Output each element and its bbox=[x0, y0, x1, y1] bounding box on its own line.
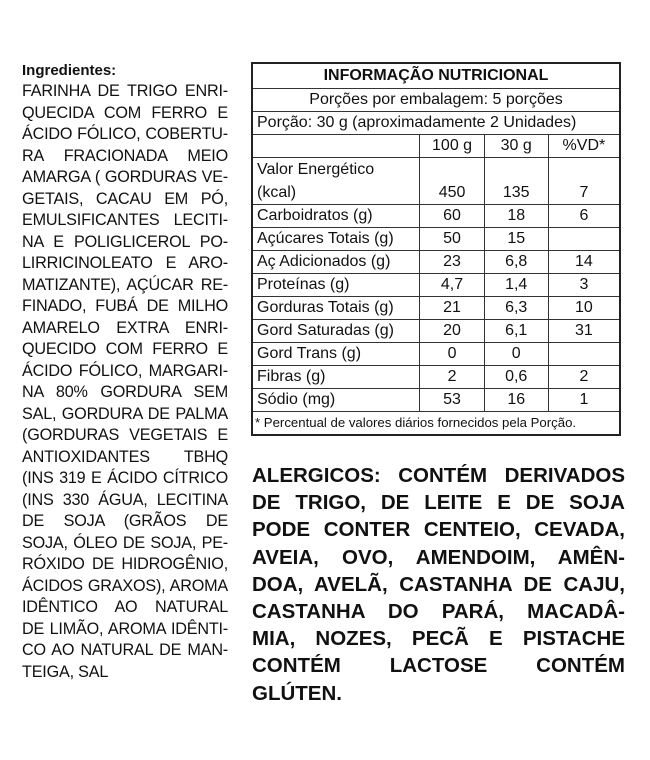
header-empty bbox=[252, 135, 420, 158]
ingredients-line: ÁCIDO FÓLICO, MARGARI- bbox=[22, 361, 228, 380]
nutrition-title: INFORMAÇÃO NUTRICIONAL bbox=[252, 63, 620, 89]
ingredients-line: RÓXIDO DE HIDROGÊNIO, bbox=[22, 555, 228, 573]
value-vd: 10 bbox=[548, 297, 620, 320]
value-vd: 7 bbox=[548, 158, 620, 205]
ingredients-line: AMARELO EXTRA ENRI- bbox=[22, 318, 228, 337]
row-label: Gord Saturadas (g) bbox=[252, 320, 420, 343]
ingredients-line: EMULSIFICANTES LECITI- bbox=[22, 211, 228, 229]
table-row bbox=[252, 228, 620, 251]
ingredients-line: DE LIMÃO, AROMA IDÊNTI- bbox=[22, 619, 228, 638]
value-vd: 14 bbox=[548, 251, 620, 274]
row-label: Sódio (mg) bbox=[252, 389, 420, 412]
row-label: Fibras (g) bbox=[252, 366, 420, 389]
value-vd: 6 bbox=[548, 205, 620, 228]
value-per30: 6,8 bbox=[484, 251, 548, 274]
allergens-line: CONTÉM LACTOSE CONTÉM bbox=[252, 654, 625, 678]
value-per30: 0 bbox=[484, 343, 548, 366]
value-vd bbox=[548, 343, 620, 366]
table-row bbox=[252, 320, 620, 343]
ingredients-line: NA E POLIGLICEROL PO- bbox=[22, 232, 228, 251]
allergens-line: ALERGICOS: CONTÉM DERIVADOS bbox=[252, 464, 625, 487]
value-per100: 21 bbox=[420, 297, 484, 320]
ingredients-title: Ingredientes: bbox=[22, 62, 117, 79]
row-label: Açúcares Totais (g) bbox=[252, 228, 420, 251]
ingredients-line: DE SOJA (GRÃOS DE bbox=[22, 512, 228, 530]
ingredients-line: CO AO NATURAL DE MAN- bbox=[22, 641, 228, 659]
value-per30: 6,1 bbox=[484, 320, 548, 343]
ingredients-line: TEIGA, SAL bbox=[22, 662, 109, 681]
header-per30: 30 g bbox=[484, 135, 548, 158]
ingredients-line: LIRRICINOLEATO E ARO- bbox=[22, 254, 228, 272]
value-per100: 2 bbox=[420, 366, 484, 389]
ingredients-line: ANTIOXIDANTES TBHQ bbox=[22, 447, 228, 466]
ingredients-line: SAL, GORDURA DE PALMA bbox=[22, 404, 228, 423]
row-label: Gord Trans (g) bbox=[252, 343, 420, 366]
allergens-line: CASTANHA DO PARÁ, MACADÂ- bbox=[252, 600, 625, 624]
value-per100: 0 bbox=[420, 343, 484, 366]
ingredients-line: RA FRACIONADA MEIO bbox=[22, 146, 228, 165]
table-row bbox=[252, 389, 620, 412]
ingredients-line: SOJA, ÓLEO DE SOJA, PE- bbox=[22, 533, 228, 552]
value-per100: 23 bbox=[420, 251, 484, 274]
table-row bbox=[252, 158, 620, 205]
table-header-row bbox=[252, 135, 620, 158]
allergens-line: GLÚTEN. bbox=[252, 681, 342, 705]
value-per30: 0,6 bbox=[484, 366, 548, 389]
vd-footnote: * Percentual de valores diários fornecidos pela Porção. bbox=[252, 412, 620, 436]
value-per100: 4,7 bbox=[420, 274, 484, 297]
table-row bbox=[252, 297, 620, 320]
header-vd: %VD* bbox=[548, 135, 620, 158]
value-per30: 16 bbox=[484, 389, 548, 412]
ingredients-line: FARINHA DE TRIGO ENRI- bbox=[22, 82, 228, 100]
ingredients-line: QUECIDA COM FERRO E bbox=[22, 103, 228, 122]
ingredients-line: MATIZANTE), AÇÚCAR RE- bbox=[22, 275, 228, 294]
row-label: Gorduras Totais (g) bbox=[252, 297, 420, 320]
row-label bbox=[252, 158, 420, 205]
ingredients-text bbox=[22, 81, 228, 683]
value-per30: 1,4 bbox=[484, 274, 548, 297]
serving-size: Porção: 30 g (aproximadamente 2 Unidades) bbox=[252, 112, 620, 135]
ingredients-block bbox=[22, 60, 228, 683]
row-label: Proteínas (g) bbox=[252, 274, 420, 297]
allergens-line: DE TRIGO, DE LEITE E DE SOJA bbox=[252, 491, 625, 515]
row-label-line1: Valor Energético bbox=[257, 161, 375, 178]
value-per30: 6,3 bbox=[484, 297, 548, 320]
table-row bbox=[252, 366, 620, 389]
allergens-line: PODE CONTER CENTEIO, CEVADA, bbox=[252, 518, 625, 542]
value-per100: 20 bbox=[420, 320, 484, 343]
value-per30: 15 bbox=[484, 228, 548, 251]
ingredients-line: AMARGA ( GORDURAS VE- bbox=[22, 168, 228, 186]
allergens-line: DOA, AVELÃ, CASTANHA DE CAJU, bbox=[252, 572, 625, 596]
table-row bbox=[252, 251, 620, 274]
value-per100: 53 bbox=[420, 389, 484, 412]
ingredients-line: NA 80% GORDURA SEM bbox=[22, 383, 228, 401]
value-per100: 60 bbox=[420, 205, 484, 228]
row-label-line2: (kcal) bbox=[257, 184, 297, 201]
table-row bbox=[252, 274, 620, 297]
allergens-line: MIA, NOZES, PECÃ E PISTACHE bbox=[252, 627, 625, 651]
header-per100: 100 g bbox=[420, 135, 484, 158]
value-per30: 18 bbox=[484, 205, 548, 228]
ingredients-line: (INS 330 ÁGUA, LECITINA bbox=[22, 490, 228, 509]
row-label: Carboidratos (g) bbox=[252, 205, 420, 228]
row-label: Aç Adicionados (g) bbox=[252, 251, 420, 274]
table-row bbox=[252, 343, 620, 366]
ingredients-line: ÁCIDOS GRAXOS), AROMA bbox=[22, 576, 228, 595]
nutrition-facts-table bbox=[251, 62, 621, 436]
ingredients-line: (GORDURAS VEGETAIS E bbox=[22, 426, 228, 444]
ingredients-line: FINADO, FUBÁ DE MILHO bbox=[22, 297, 228, 315]
value-vd: 2 bbox=[548, 366, 620, 389]
value-vd: 1 bbox=[548, 389, 620, 412]
allergens-block bbox=[252, 462, 625, 707]
table-row bbox=[252, 205, 620, 228]
servings-per-package: Porções por embalagem: 5 porções bbox=[252, 89, 620, 112]
value-vd: 31 bbox=[548, 320, 620, 343]
ingredients-line: IDÊNTICO AO NATURAL bbox=[22, 598, 228, 616]
allergens-line: AVEIA, OVO, AMENDOIM, AMÊN- bbox=[252, 545, 625, 569]
ingredients-line: QUECIDO COM FERRO E bbox=[22, 340, 228, 358]
value-vd bbox=[548, 228, 620, 251]
value-per100: 50 bbox=[420, 228, 484, 251]
value-vd: 3 bbox=[548, 274, 620, 297]
ingredients-line: ÁCIDO FÓLICO, COBERTU- bbox=[22, 125, 228, 143]
ingredients-line: (INS 319 E ÁCIDO CÍTRICO bbox=[22, 469, 228, 487]
value-per100: 450 bbox=[420, 158, 484, 205]
value-per30: 135 bbox=[484, 158, 548, 205]
ingredients-line: GETAIS, CACAU EM PÓ, bbox=[22, 189, 228, 208]
